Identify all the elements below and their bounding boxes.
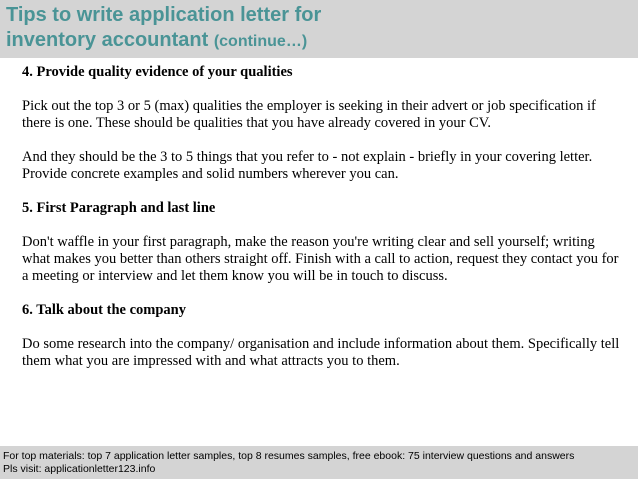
title-line-2: inventory accountant [6, 29, 209, 51]
footer-text [3, 450, 574, 476]
title-line-1: Tips to write application letter for [6, 4, 322, 26]
paragraph-refer-qualities: And they should be the 3 to 5 things that you refer to - not explain - briefly in your covering letter. Provide concrete examples and solid numbers wherever you can. [22, 149, 593, 182]
section-heading-qualities: 4. Provide quality evidence of your qualities [22, 64, 293, 80]
footer-line-1: For top materials: top 7 application letter samples, top 8 resumes samples, free ebook: 75 interview questions and answers [3, 450, 575, 462]
slide-content [22, 64, 622, 387]
title-continue-label: (continue…) [213, 33, 308, 50]
paragraph-company-research: Do some research into the company/ organisation and include information about them. Specifically tell them what you are impressed with and what attracts you to them. [22, 336, 620, 369]
slide-title [6, 3, 626, 54]
paragraph-first-paragraph: Don't waffle in your first paragraph, make the reason you're writing clear and sell yourself; writing what makes you better than others straight off. Finish with a call to action, request they contact you for a meeting or interview and let them know you will be in touch to discuss. [22, 234, 619, 284]
footer-band [0, 446, 638, 479]
section-heading-company: 6. Talk about the company [22, 302, 186, 318]
section-heading-first-paragraph: 5. First Paragraph and last line [22, 200, 216, 216]
paragraph-top-qualities: Pick out the top 3 or 5 (max) qualities the employer is seeking in their advert or job specification if there is one. These should be qualities that you have already covered in your CV. [22, 98, 596, 131]
footer-line-2: Pls visit: applicationletter123.info [3, 463, 156, 475]
